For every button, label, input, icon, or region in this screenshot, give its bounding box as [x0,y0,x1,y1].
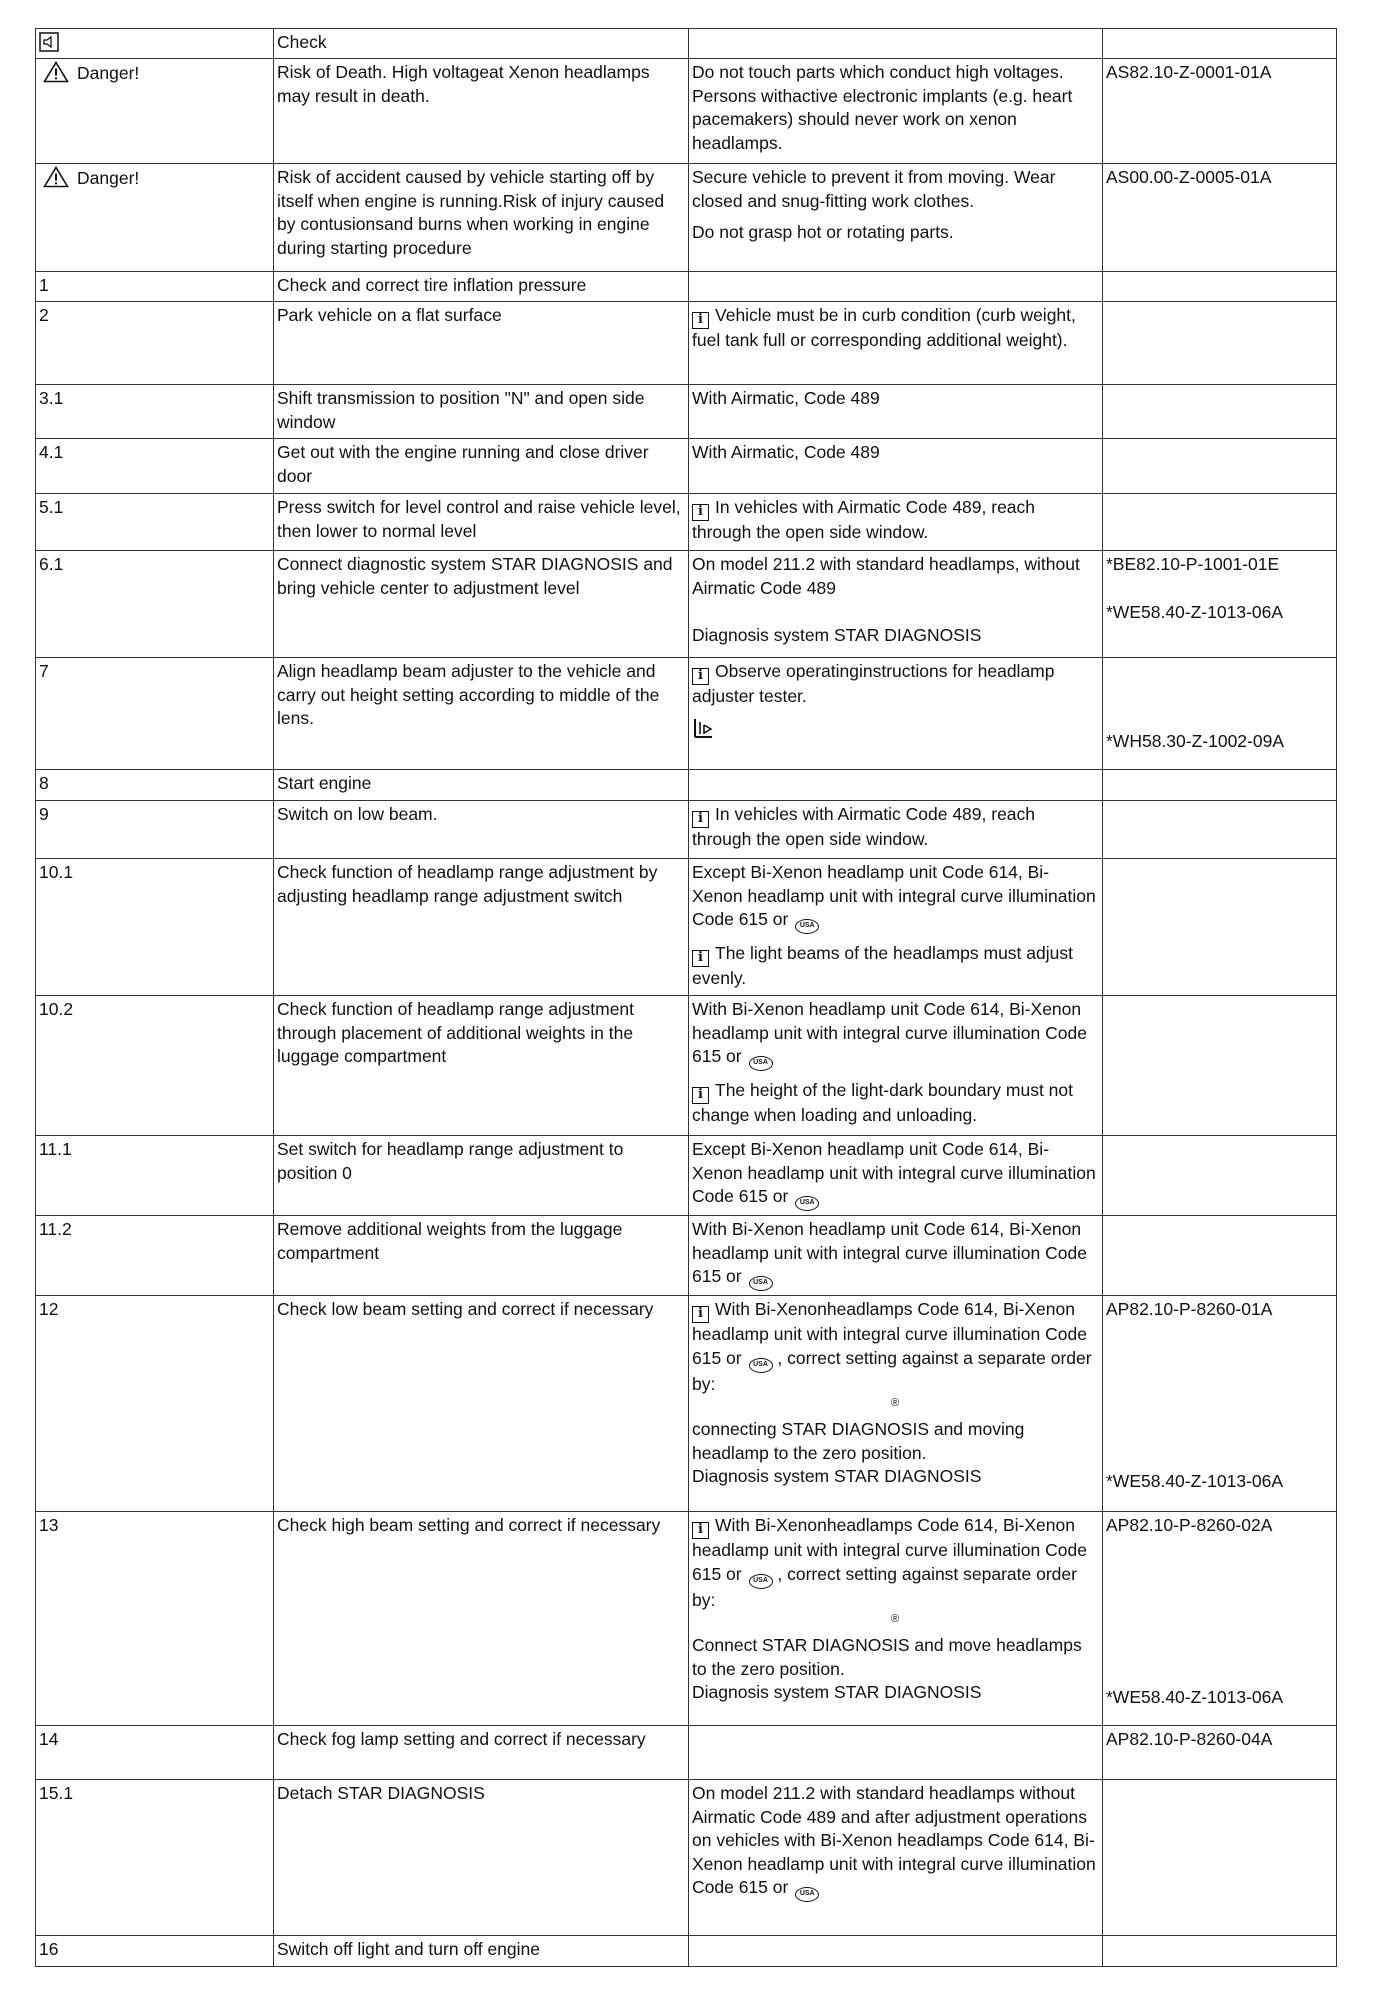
step-number: 4.1 [36,439,274,494]
step-action: Set switch for headlamp range adjustment to position 0 [274,1136,689,1216]
step-note: With Bi-Xenonheadlamps Code 614, Bi-Xenon headlamp unit with integral curve illumination Code 615 or [692,1299,1087,1368]
danger-measure: Do not grasp hot or rotating parts. [692,222,954,242]
step-row [36,551,1337,658]
step-row [36,801,1337,859]
step-action: Check function of headlamp range adjustment through placement of additional weights in the luggage compartment [274,996,689,1136]
procedure-table [35,28,1337,1967]
step-action: Remove additional weights from the luggage compartment [274,1216,689,1296]
step-ref: *BE82.10-P-1001-01E [1106,554,1280,574]
step-note: In vehicles with Airmatic Code 489, reach through the open side window. [692,804,1036,849]
danger-risk: Risk of accident caused by vehicle starting off by itself when engine is running.Risk of injury caused by contusionsand burns when working in engine during starting procedure [274,164,689,272]
step-tool: Diagnosis system STAR DIAGNOSIS [692,1682,982,1702]
step-ref: AP82.10-P-8260-04A [1103,1726,1337,1780]
step-row [36,658,1337,770]
usa-icon: USA [749,1358,773,1373]
step-number: 8 [36,770,274,801]
step-note: connecting STAR DIAGNOSIS and moving headlamp to the zero position. [692,1419,1025,1463]
step-note: , correct setting against separate order by: [692,1563,1077,1610]
step-action: Switch off light and turn off engine [274,1936,689,1967]
small-mark: ® [890,1613,900,1625]
step-number: 13 [36,1512,274,1726]
info-icon: i [692,1087,709,1104]
step-action: Check and correct tire inflation pressure [274,272,689,302]
step-ref: *WE58.40-Z-1013-06A [1106,601,1284,622]
step-row [36,770,1337,801]
step-row [36,1512,1337,1726]
danger-risk: Risk of Death. High voltageat Xenon headlamps may result in death. [274,59,689,164]
usa-icon: USA [749,1276,773,1291]
danger-label: Danger! [77,63,140,83]
step-note: , correct setting against a separate order by: [692,1347,1092,1394]
step-note: The height of the light-dark boundary must not change when loading and unloading. [692,1080,1073,1125]
step-row [36,1936,1337,1967]
usa-icon: USA [795,919,819,934]
step-action: Switch on low beam. [274,801,689,859]
small-mark: ® [890,1397,900,1409]
step-condition: On model 211.2 with standard headlamps, without Airmatic Code 489 [692,554,1080,598]
step-number: 9 [36,801,274,859]
step-condition: With Airmatic, Code 489 [689,439,1103,494]
step-number: 14 [36,1726,274,1780]
step-ref: *WH58.30-Z-1002-09A [1106,731,1284,751]
info-icon: i [692,668,709,685]
step-note: In vehicles with Airmatic Code 489, reach through the open side window. [692,497,1036,542]
warning-triangle-icon [43,61,69,83]
step-row [36,1136,1337,1216]
step-number: 5.1 [36,494,274,551]
step-ref: AP82.10-P-8260-01A [1106,1299,1273,1319]
danger-measure: Do not touch parts which conduct high voltages. Persons withactive electronic implants (e.g. heart pacemakers) should never work on xenon headlamps. [689,59,1103,164]
step-row [36,385,1337,439]
step-tool: Diagnosis system STAR DIAGNOSIS [692,625,982,645]
step-action: Get out with the engine running and close driver door [274,439,689,494]
step-action: Check low beam setting and correct if necessary [274,1296,689,1512]
step-row [36,1296,1337,1512]
header-row [36,29,1337,59]
step-action: Check high beam setting and correct if necessary [274,1512,689,1726]
danger-label: Danger! [77,168,140,188]
step-number: 1 [36,272,274,302]
step-number: 11.1 [36,1136,274,1216]
check-header: Check [274,29,689,59]
step-tool: Diagnosis system STAR DIAGNOSIS [692,1466,982,1486]
step-action: Align headlamp beam adjuster to the vehicle and carry out height setting according to middle of the lens. [274,658,689,770]
step-note: Connect STAR DIAGNOSIS and move headlamps to the zero position. [692,1635,1082,1679]
usa-icon: USA [795,1196,819,1211]
step-ref: *WE58.40-Z-1013-06A [1106,1470,1284,1491]
step-ref: *WE58.40-Z-1013-06A [1106,1686,1284,1707]
step-row [36,859,1337,996]
step-action: Connect diagnostic system STAR DIAGNOSIS and bring vehicle center to adjustment level [274,551,689,658]
step-number: 11.2 [36,1216,274,1296]
step-note: Vehicle must be in curb condition (curb weight, fuel tank full or corresponding additional weight). [692,305,1076,350]
step-condition: Except Bi-Xenon headlamp unit Code 614, Bi-Xenon headlamp unit with integral curve illumination Code 615 or [692,862,1096,929]
info-icon: i [692,811,709,828]
usa-icon: USA [749,1056,773,1071]
step-action: Check function of headlamp range adjustment by adjusting headlamp range adjustment switch [274,859,689,996]
step-condition: With Airmatic, Code 489 [689,385,1103,439]
step-row [36,1726,1337,1780]
step-number: 12 [36,1296,274,1512]
step-row [36,1780,1337,1936]
step-action: Shift transmission to position "N" and open side window [274,385,689,439]
step-action: Press switch for level control and raise vehicle level, then lower to normal level [274,494,689,551]
step-action: Detach STAR DIAGNOSIS [274,1780,689,1936]
step-condition: With Bi-Xenon headlamp unit Code 614, Bi-Xenon headlamp unit with integral curve illumination Code 615 or [692,999,1087,1066]
info-icon: i [692,950,709,967]
step-number: 7 [36,658,274,770]
step-condition: Except Bi-Xenon headlamp unit Code 614, Bi-Xenon headlamp unit with integral curve illumination Code 615 or [692,1139,1096,1206]
step-row [36,1216,1337,1296]
step-action: Park vehicle on a flat surface [274,302,689,385]
step-row [36,996,1337,1136]
step-row [36,439,1337,494]
danger-measure: Secure vehicle to prevent it from moving. Wear closed and snug-fitting work clothes. [692,167,1056,211]
info-icon: i [692,1306,709,1323]
step-note: With Bi-Xenonheadlamps Code 614, Bi-Xenon headlamp unit with integral curve illumination Code 615 or [692,1515,1087,1584]
step-number: 10.1 [36,859,274,996]
info-icon: i [692,1522,709,1539]
info-icon: i [692,312,709,329]
speaker-cell [36,29,274,59]
speaker-icon [39,32,59,52]
headlamp-tester-icon [692,717,714,739]
warning-triangle-icon [43,166,69,188]
danger-ref: AS82.10-Z-0001-01A [1103,59,1337,164]
danger-row [36,59,1337,164]
danger-ref: AS00.00-Z-0005-01A [1103,164,1337,272]
usa-icon: USA [795,1887,819,1902]
step-note: Observe operatinginstructions for headlamp adjuster tester. [692,661,1055,706]
step-condition: With Bi-Xenon headlamp unit Code 614, Bi-Xenon headlamp unit with integral curve illumination Code 615 or [692,1219,1087,1286]
step-row [36,272,1337,302]
step-number: 15.1 [36,1780,274,1936]
step-action: Check fog lamp setting and correct if necessary [274,1726,689,1780]
step-row [36,302,1337,385]
danger-row [36,164,1337,272]
step-row [36,494,1337,551]
info-icon: i [692,504,709,521]
step-ref: AP82.10-P-8260-02A [1106,1515,1273,1535]
step-number: 6.1 [36,551,274,658]
step-number: 16 [36,1936,274,1967]
usa-icon: USA [749,1574,773,1589]
step-condition: On model 211.2 with standard headlamps without Airmatic Code 489 and after adjustment operations on vehicles with Bi-Xenon headlamps Code 614, Bi-Xenon headlamp unit with integral curve illumination Code 615 or [692,1783,1096,1897]
step-number: 3.1 [36,385,274,439]
step-number: 10.2 [36,996,274,1136]
step-note: The light beams of the headlamps must adjust evenly. [692,943,1073,988]
step-number: 2 [36,302,274,385]
step-action: Start engine [274,770,689,801]
